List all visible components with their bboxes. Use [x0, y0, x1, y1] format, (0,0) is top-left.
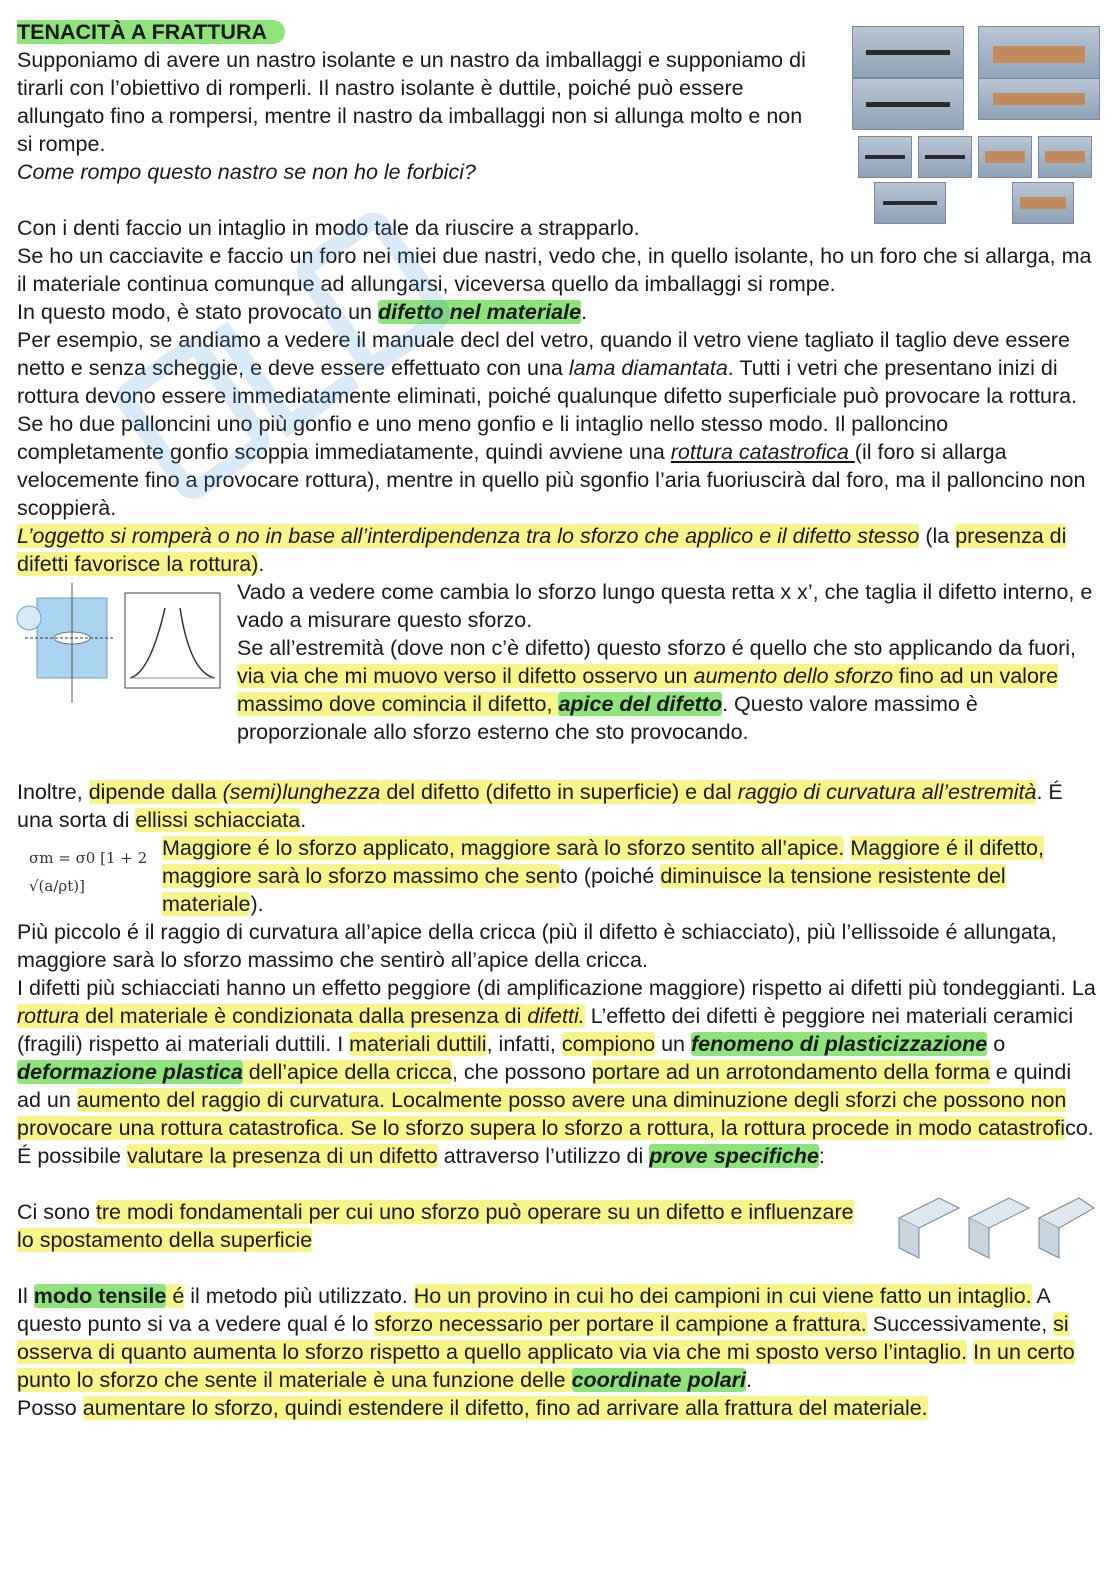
paragraph: Inoltre, dipende dalla (semi)lunghezza del difetto (difetto in superficie) e dal raggio di curvatura all’estremità. É una sorta di ellissi schiacciata.: [17, 780, 1063, 832]
photo-row-1: [852, 26, 1100, 83]
paragraph: Se ho due palloncini uno più gonfio e uno meno gonfio e li intaglio nello stesso modo. Il palloncino completamente gonfio scoppia immediatamente, quindi avviene una rottura catastrofica (il foro si allarga velocemente fino a provocare rottura), mentre in quello più sgonfio l’aria fuoriuscirà dal foro, ma il palloncino non scoppierà.: [17, 412, 1086, 520]
photo-row-3: [858, 136, 1092, 178]
tape-photo: [874, 182, 946, 224]
paragraph: É possibile valutare la presenza di un difetto attraverso l’utilizzo di prove specifiche:: [17, 1144, 825, 1168]
paragraph: Maggiore é lo sforzo applicato, maggiore sarà lo sforzo sentito all’apice. Maggiore é il difetto, maggiore sarà lo sforzo massimo che sento (poiché diminuisce la tensione resistente del materiale).: [162, 836, 1044, 916]
paragraph: Più piccolo é il raggio di curvatura all’apice della cricca (più il difetto è schiacciato), più l’ellissoide é allungata, maggiore sarà lo sforzo massimo che sentirò all’apice della cricca.: [17, 920, 1057, 972]
modes-section: [17, 1198, 1099, 1254]
stress-formula: σm = σ0 [1 + 2 √(a/ρt)]: [29, 849, 148, 895]
paragraph: Se ho un cacciavite e faccio un foro nei miei due nastri, vedo che, in quello isolante, ho un foro che si allarga, ma il materiale continua comunque ad allungarsi, viceversa quello da imballaggi si rompe.: [17, 244, 1092, 296]
paragraph: In questo modo, è stato provocato un difetto nel materiale.: [17, 300, 588, 324]
stress-distribution-figure: [15, 578, 225, 708]
tape-photo: [858, 136, 912, 178]
tape-photo: [1012, 182, 1074, 224]
stress-section: [17, 578, 1099, 778]
tape-photo: [852, 78, 964, 130]
tape-photo: [978, 136, 1032, 178]
fracture-modes-figure: [889, 1178, 1099, 1288]
tape-photo: [978, 26, 1100, 83]
paragraph: Supponiamo di avere un nastro isolante e un nastro da imballaggi e supponiamo di tirarli con l’obiettivo di romperli. Il nastro isolante è duttile, poiché può essere allungato fino a rompersi, mentre il nastro da imballaggi non si allunga molto e non si rompe.: [17, 48, 806, 156]
photo-row-4: [874, 182, 1074, 224]
paragraph: I difetti più schiacciati hanno un effetto peggiore (di amplificazione maggiore) rispetto ai difetti più tondeggianti. La rottura del materiale è condizionata dalla presenza di difetti. L’effetto dei difetti è peggiore nei materiali ceramici (fragili) rispetto ai materiali duttili. I materiali duttili, infatti, compiono un fenomeno di plasticizzazione o deformazione plastica dell’apice della cricca, che possono portare ad un arrotondamento della forma e quindi ad un aumento del raggio di curvatura. Localmente posso avere una diminuzione degli sforzi che possono non provocare una rottura catastrofica. Se lo sforzo supera lo sforzo a rottura, la rottura procede in modo catastrofico.: [17, 976, 1096, 1140]
question-text: Come rompo questo nastro se non ho le forbici?: [17, 160, 476, 184]
intro-section: [17, 18, 817, 186]
tape-photo: [918, 136, 972, 178]
paragraph: Vado a vedere come cambia lo sforzo lungo questa retta x x’, che taglia il difetto interno, e vado a misurare questo sforzo.: [237, 580, 1093, 632]
tape-photo: [1038, 136, 1092, 178]
paragraph: Posso aumentare lo sforzo, quindi estendere il difetto, fino ad arrivare alla frattura del materiale.: [17, 1396, 928, 1420]
paragraph: Ci sono tre modi fondamentali per cui uno sforzo può operare su un difetto e influenzare lo spostamento della superficie: [17, 1200, 854, 1252]
photo-row-2: [852, 78, 1100, 130]
paragraph: Se all’estremità (dove non c’è difetto) questo sforzo é quello che sto applicando da fuori, via via che mi muovo verso il difetto osservo un aumento dello sforzo fino ad un valore massimo dove comincia il difetto, apice del difetto. Questo valore massimo è proporzionale allo sforzo esterno che sto provocando.: [237, 636, 1076, 744]
paragraph: Per esempio, se andiamo a vedere il manuale decl del vetro, quando il vetro viene tagliato il taglio deve essere netto e senza scheggie, e deve essere effettuato con una lama diamantata. Tutti i vetri che presentano inizi di rottura devono essere immediatamente eliminati, poiché qualunque difetto superficiale può provocare la rottura.: [17, 328, 1078, 408]
tape-photo: [852, 26, 964, 78]
document-page: [17, 18, 1099, 1422]
tape-photos-figure: [844, 18, 1099, 228]
tape-photo: [978, 78, 1100, 120]
paragraph: Con i denti faccio un intaglio in modo tale da riuscire a strapparlo.: [17, 216, 640, 240]
page-title: TENACITÀ A FRATTURA: [17, 20, 285, 44]
paragraph: Il modo tensile é il metodo più utilizzato. Ho un provino in cui ho dei campioni in cui viene fatto un intaglio. A questo punto si va a vedere qual é lo sforzo necessario per portare il campione a frattura. Successivamente, si osserva di quanto aumenta lo sforzo rispetto a quello applicato via via che mi sposto verso l’intaglio. In un certo punto lo sforzo che sente il materiale è una funzione delle coordinate polari.: [17, 1284, 1075, 1392]
formula-section: [17, 834, 1099, 918]
paragraph: L’oggetto si romperà o no in base all’interdipendenza tra lo sforzo che applico e il difetto stesso (la presenza di difetti favorisce la rottura).: [17, 524, 1067, 576]
